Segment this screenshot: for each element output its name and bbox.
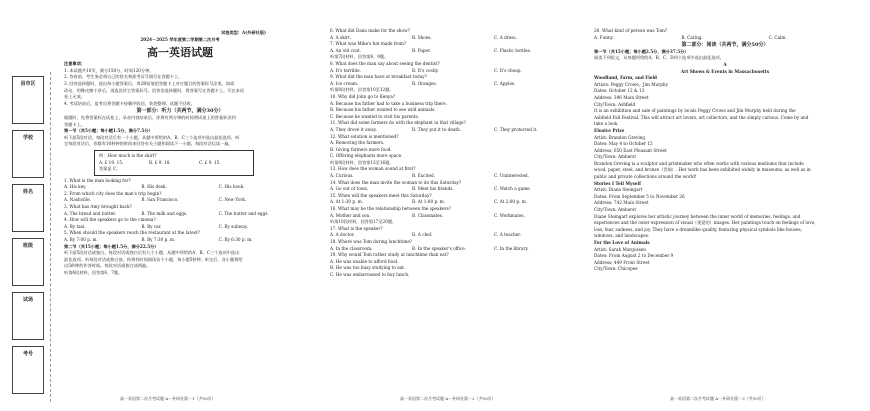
options-row <box>330 127 576 134</box>
text-line: C. Offering elephants more space. <box>330 153 403 159</box>
page-footer-2: 高一英语第二次月考试题 A－外研社版－2（共10页） <box>400 396 496 401</box>
option: B. The milk and eggs. <box>141 210 188 216</box>
intro-line: 答题卡上。 <box>64 121 85 127</box>
text-line: A. Removing the farmers. <box>330 140 385 146</box>
option: C. The butter and eggs. <box>218 210 269 216</box>
column-2-questions <box>330 28 576 279</box>
text-line: Address: 449 Front Street <box>594 259 650 265</box>
option: B. Classmates. <box>412 212 444 218</box>
column-3 <box>594 28 856 273</box>
options-row <box>64 211 296 218</box>
option: B. Oranges. <box>412 80 438 86</box>
question-text: 4. How will the speakers go to the cinema? <box>64 217 156 223</box>
part2-title: 第二部分：阅读（共两节，满分50分） <box>681 42 769 49</box>
desc-line: 最佳选项。听每段对话或独白前，你将有时间阅读各个小题，每小题5秒钟；听完后，各小题将给 <box>64 256 243 262</box>
option: A. A skirt. <box>330 34 352 40</box>
text-line: City/Town: Ashfield <box>594 101 636 107</box>
note-line: 2. 答卷前，考生务必将自己的姓名和准考证号填写在答题卡上。 <box>64 74 183 80</box>
text-line: Brandon Greving is a sculptor and printmaker who often works with various mediums that include <box>594 160 804 166</box>
option: C. They protected it. <box>494 126 538 132</box>
option: C. New York. <box>218 197 247 203</box>
option: A. They drove it away. <box>330 126 377 132</box>
question-text: 13. How does the woman sound at first? <box>330 166 416 172</box>
option: C. A dress. <box>494 34 517 40</box>
options-row <box>330 48 576 55</box>
desc-line: 出5秒钟的作答时间。每段对话或独白读两遍。 <box>64 263 151 269</box>
option: C. Plastic bottles. <box>494 47 532 53</box>
option: A. A doctor. <box>330 232 355 238</box>
text-line: 听第8段材料，回答第10至12题。 <box>330 87 394 93</box>
part1-questions <box>64 178 296 244</box>
option: C. Workmates. <box>494 212 525 218</box>
page-footer-1: 高一英语第二次月考试题 A－外研社版－1（共10页） <box>120 396 216 401</box>
text-line: experiences and the outer expression of visual（视觉的）images. Her paintings touch on feelings of love, <box>594 220 816 226</box>
option: C. Apples. <box>494 80 516 86</box>
option: B. Shoes. <box>412 34 432 40</box>
options-row <box>330 232 576 239</box>
option: B. At 1:00 p. m. <box>412 199 446 205</box>
note-line: 4. 考试结束后，监考员将答题卡按顺序收回，装袋整理；试题不回收。 <box>64 100 195 106</box>
page-footer-3: 高一英语第二次月考试题 A－外研社版－3（共10页） <box>670 396 766 401</box>
question-text: 14. What does the man invite the woman to do this Saturday? <box>330 179 462 185</box>
text-line: C. He was embarrassed to buy lunch. <box>330 271 410 277</box>
text-line: 19. Why would Tom rather study at lunchtime than eat? <box>330 252 449 258</box>
options-row <box>330 213 576 220</box>
question-text: 2. From which city does the man's trip begin? <box>64 190 162 196</box>
options-row <box>330 35 576 42</box>
part1-section1-desc <box>64 135 296 148</box>
text-line: public and private collections around the world! <box>594 174 697 180</box>
column-2 <box>330 28 576 279</box>
text-line: B. He was too busy studying to eat. <box>330 265 406 271</box>
option: B. A chef. <box>412 232 433 238</box>
option: B. Meet his friends. <box>412 186 454 192</box>
text-line: Address: 650 East Pleasant Street <box>594 147 667 153</box>
passage-letter: A <box>723 61 727 67</box>
question-text: 3. What has Amy brought back? <box>64 204 132 210</box>
option: A. In the classroom. <box>330 245 373 251</box>
question-text: 17. What is the speaker? <box>330 225 383 231</box>
binding-field-room: 试场 <box>12 292 44 340</box>
option: B. It's costly. <box>412 67 439 73</box>
binding-strip <box>6 72 51 402</box>
option: C. A teacher. <box>494 232 522 238</box>
option: A. Funny. <box>594 34 614 40</box>
question-text: 8. What does the man say about seeing the dentist? <box>330 60 440 66</box>
text-line: loss, fear, sadness, and joy. They have a dreamlike quality, featuring physical symbols like houses, <box>594 226 802 232</box>
question-text: 7. What was Mike's hat made from? <box>330 41 407 47</box>
example-options <box>99 160 249 167</box>
text-line: Artists: Peggy Crowe，Jim Murphy <box>594 81 668 87</box>
question-text: 16. What may be the relationship between the speakers? <box>330 206 451 212</box>
note-line: 卷上无效。 <box>64 94 85 100</box>
option: A. By 7:00 p. m. <box>64 237 98 243</box>
text-line: B. Giving farmers more food. <box>330 146 392 152</box>
text-line: Dates: From September 5 to November 26 <box>594 193 685 199</box>
binding-field-number: 考号 <box>12 346 44 394</box>
text-line: It is an exhibition and sale of paintings by locals Peggy Crowe and Jim Murphy held during the <box>594 108 796 114</box>
example-box <box>94 150 254 176</box>
event-title: Woodland, Farm, and Field <box>594 75 657 81</box>
exam-term: 2024－2025 学年度第二学期第二次月考 <box>140 36 220 42</box>
text-line: City/Town: Amherst <box>594 207 637 213</box>
passage-title: Art Shows & Events in Massachusetts <box>680 68 770 74</box>
question-20: 20. What kind of person was Tom? <box>594 28 668 33</box>
part1-section1: 第一节（共5小题；每小题1.5分，满分7.5分） <box>64 128 153 134</box>
option: B. San Francisco. <box>141 197 179 203</box>
desc-line: 听下面5段对话或独白。每段对话或独白后有几个小题，从题中所给的A、B、C三个选项中选出 <box>64 250 240 256</box>
part1-section2-desc <box>64 250 296 276</box>
text-line: 10. Why did John go to Kenya? <box>330 93 396 99</box>
text-line: Diane Steingart explores her artistic journey between the inner world of memories, feelings, and <box>594 213 801 219</box>
option: B. In the speaker's office. <box>412 245 467 251</box>
question-text: 9. What did the man have at breakfast today? <box>330 74 427 80</box>
note-line: 改动，用橡皮擦干净后，再选涂其它答案标号。回答非选择题时，将答案写在答题卡上。写在本试 <box>64 87 245 93</box>
text-line: A. He was unable to afford food. <box>330 258 399 264</box>
text-line: 听第9段材料，回答第13至16题。 <box>330 159 394 165</box>
option: A. Ice cream. <box>330 80 359 86</box>
part1-title: 第一部分：听力（共两节，满分30分） <box>136 108 224 115</box>
binding-field-school: 学校 <box>12 130 44 178</box>
text-line: Dates: May 4 to October 15 <box>594 141 653 147</box>
option: A. Mother and son. <box>330 212 371 218</box>
options-row <box>330 81 576 88</box>
example-option: A. £ 19. 15. <box>99 159 124 165</box>
binding-field-name: 姓名 <box>12 184 44 232</box>
question-text: 6. What did Dana make for the show? <box>330 28 410 33</box>
option: C. Uninterested. <box>494 173 529 179</box>
part1-intro <box>64 115 296 128</box>
passage-body <box>594 75 856 273</box>
text-line: B. Because his father wanted to see wild animals. <box>330 107 436 113</box>
option: C. Calm. <box>768 34 787 40</box>
options-row <box>330 246 576 253</box>
option: A. An old coat. <box>330 47 361 53</box>
example-answer: 答案是 C。 <box>99 166 121 172</box>
options-row <box>330 173 576 180</box>
text-line: 听第7段材料，回答第8、9题。 <box>330 54 389 60</box>
question-text: 5. When should the speakers reach the restaurant at the latest? <box>64 230 200 236</box>
question-text: 18. Where was Tom during lunchtime? <box>330 239 413 244</box>
text-line: City/Town: Chicopee <box>594 266 638 272</box>
option: A. Go out of town. <box>330 186 369 192</box>
option: A. It's terrible. <box>330 67 361 73</box>
event-title: Elusive Prize <box>594 127 625 133</box>
note-line: 1. 本试题共10页，满分150分，时间120分钟。 <box>64 67 154 73</box>
option: B. By car. <box>141 223 162 229</box>
text-line: Artist: Brandon Greving <box>594 134 646 140</box>
text-line: wood, paper, steel, and bronze（青铜）. Her work has been exhibited widely in museums, as well as in <box>594 167 811 173</box>
option: A. The bread and butter. <box>64 210 116 216</box>
paper-type: 试卷类型：A(外研社版) <box>221 30 266 35</box>
event-title: For the Love of Animals <box>594 240 650 245</box>
options-row <box>64 237 296 244</box>
option: B. By 7:30 p. m. <box>141 237 176 243</box>
question-text: 15. When will the speakers meet this Saturday? <box>330 192 432 198</box>
text-line: windows, and landscapes. <box>594 233 650 239</box>
desc-line: 听下面5段对话。每段对话后有一个小题，从题中所给的A、B、C三个选项中选出最佳选项。听 <box>64 134 240 140</box>
text-line: Dates: From August 2 to December 9 <box>594 253 674 259</box>
text-line: C. Because he wanted to visit his parents. <box>330 113 420 119</box>
text-line: Address: 396 Main Street <box>594 94 649 100</box>
text-line: 听第10段材料，回答第17至20题。 <box>330 219 397 225</box>
desc-line: 听第6段材料，回答第6、7题。 <box>64 270 123 275</box>
options-row <box>330 68 576 75</box>
option: A. Curious. <box>330 173 354 179</box>
page-title: 高一英语试题 <box>147 46 213 60</box>
option: C. It's cheap. <box>494 67 522 73</box>
option: A. By taxi. <box>64 223 86 229</box>
option: C. At 2:00 p. m. <box>494 199 528 205</box>
options-row <box>64 197 296 204</box>
notes-heading: 注意事项： <box>64 61 85 67</box>
note-line: 3. 回答选择题时，选出每小题答案后，用2B铅笔把答题卡上对应题目的答案标号涂黑。如需 <box>64 80 235 86</box>
option: A. Nashville. <box>64 197 91 203</box>
text-line: take a look. <box>594 121 619 127</box>
question-20-options <box>594 35 856 42</box>
options-row <box>64 184 296 191</box>
text-line: City/Town: Amherst <box>594 154 637 160</box>
text-line: Ashfield Fall Festival. This will attract art lovers, art collectors, and the simply curious. Come by and <box>594 114 809 120</box>
option: B. Caring. <box>681 34 703 40</box>
option: B. Paper. <box>412 47 431 53</box>
desc-line: 完每段对话后，你都有10秒钟的时间来回答有关小题和阅读下一小题。每段对话仅读一遍。 <box>64 141 233 147</box>
column-1 <box>64 30 296 277</box>
intro-line: 做题时，先将答案标在试卷上。录音内容结束后，你将有两分钟的时间将试卷上的答案转涂到 <box>64 114 236 120</box>
option: B. Excited. <box>412 173 436 179</box>
notes-list <box>64 68 296 108</box>
part2-desc: 阅读下列短文，从每题所给的A、B、C、D四个选项中选出最佳选项。 <box>594 55 724 61</box>
option: C. By 6:30 p. m. <box>218 237 253 243</box>
options-row <box>330 199 576 206</box>
text-line: 11. What did some farmers do with the elephant in that village? <box>330 120 466 126</box>
example-option: B. £ 9. 18. <box>149 159 171 165</box>
option: A. At 1:30 p. m. <box>330 199 364 205</box>
text-line: Artist: Sarah Margossen <box>594 246 646 252</box>
text-line: Artist: Diane Steingart <box>594 187 643 193</box>
example-question: 例：How much is the shirt? <box>99 152 157 158</box>
text-line: A. Because his father had to take a business trip there. <box>330 100 447 106</box>
option: B. His desk. <box>141 184 167 190</box>
options-row <box>64 224 296 231</box>
option: C. Watch a game. <box>494 186 531 192</box>
option: A. His key. <box>64 184 87 190</box>
binding-field-class: 班级 <box>12 238 44 286</box>
event-title: Stories I Tell Myself <box>594 180 641 186</box>
text-line: 12. What solution is mentioned? <box>330 133 399 139</box>
text-line: Address: 742 Main Street <box>594 200 649 206</box>
question-text: 1. What is the man looking for? <box>64 177 131 183</box>
option: C. His book. <box>218 184 245 190</box>
option: B. They put it to death. <box>412 126 462 132</box>
option: C. By subway. <box>218 223 248 229</box>
part1-section2: 第二节（共15小题；每小题1.5分，满分22.5分） <box>64 243 159 249</box>
option: C. In the library. <box>494 245 529 251</box>
binding-field-county: 县市区 <box>12 76 44 124</box>
example-option: C. £ 9. 15. <box>199 159 221 165</box>
options-row <box>330 186 576 193</box>
text-line: Dates: October 12 & 13 <box>594 88 645 94</box>
part2-section1: 第一节（共15小题；每小题2.5分，满分37.5分） <box>594 48 689 54</box>
